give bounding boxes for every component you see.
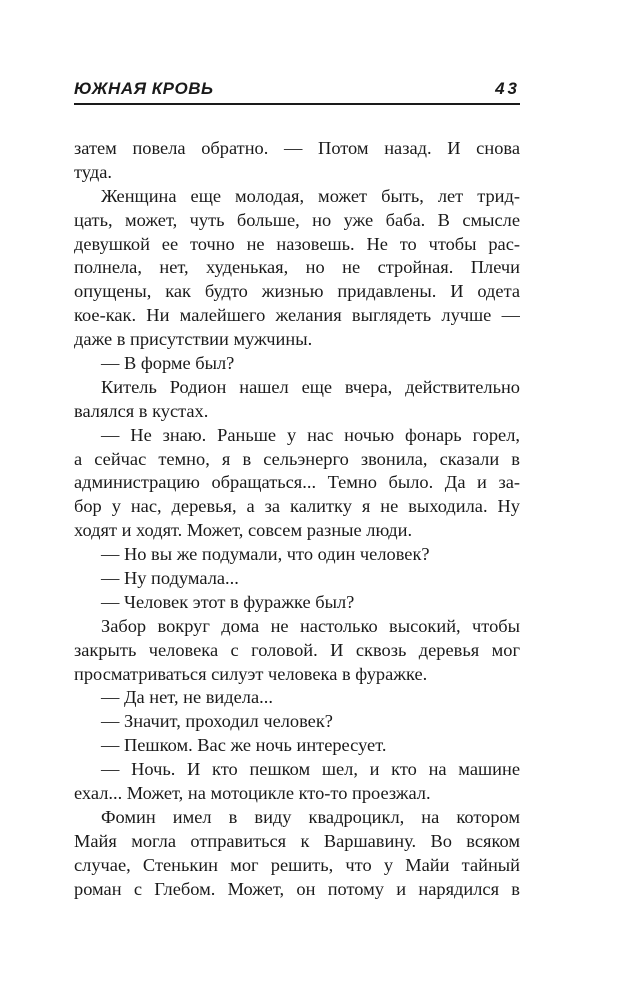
text-line: ходят и ходят. Может, совсем разные люди.: [74, 520, 413, 541]
text-line: — Ну подумала...: [101, 568, 239, 589]
text-line: затем повела обратно. — Потом назад. И снова: [74, 138, 520, 158]
book-title: ЮЖНАЯ КРОВЬ: [74, 79, 214, 98]
text-line: просматриваться силуэт человека в фуражке.: [74, 663, 428, 684]
text-line: — Человек этот в фуражке был?: [101, 591, 355, 612]
text-line: администрацию обращаться... Темно было. Да и за-: [74, 472, 520, 493]
text-line: девушкой ее точно не назовешь. Не то чтобы рас-: [74, 233, 520, 254]
body-text: [74, 137, 520, 902]
text-line: — Да нет, не видела...: [101, 687, 273, 708]
text-line: цать, может, чуть больше, но уже баба. В смысле: [74, 209, 520, 230]
text-line: — Значит, проходил человек?: [101, 711, 333, 732]
text-line: случае, Стенькин мог решить, что у Майи тайный: [74, 854, 520, 875]
text-line: — Но вы же подумали, что один человек?: [101, 544, 430, 565]
text-line: — Ночь. И кто пешком шел, и кто на машине: [101, 759, 520, 780]
text-line: ехал... Может, на мотоцикле кто-то проезжал.: [74, 783, 431, 804]
text-line: — В форме был?: [101, 353, 235, 374]
text-line: Фомин имел в виду квадроцикл, на котором: [101, 806, 520, 827]
text-line: Женщина еще молодая, может быть, лет трид-: [101, 185, 520, 206]
text-line: туда.: [74, 161, 112, 182]
text-line: закрыть человека с головой. И сквозь деревья мог: [74, 639, 520, 660]
text-line: полнела, нет, худенькая, но не стройная. Плечи: [74, 257, 520, 278]
text-line: роман с Глебом. Может, он потому и нарядился в: [74, 878, 520, 899]
text-line: — Не знаю. Раньше у нас ночью фонарь горел,: [101, 424, 520, 445]
text-line: Майя могла отправиться к Варшавину. Во всяком: [74, 830, 520, 851]
text-line: а сейчас темно, я в сельэнерго звонила, сказали в: [74, 448, 520, 469]
text-line: кое-как. Ни малейшего желания выглядеть лучше —: [74, 305, 520, 326]
text-line: валялся в кустах.: [74, 400, 209, 421]
text-line: опущены, как будто жизнью придавлены. И одета: [74, 281, 520, 302]
page-number: 43: [495, 79, 520, 98]
text-line: даже в присутствии мужчины.: [74, 329, 313, 350]
text-line: бор у нас, деревья, а за калитку я не выходила. Ну: [74, 496, 520, 517]
text-line: Забор вокруг дома не настолько высокий, чтобы: [101, 615, 520, 636]
text-line: — Пешком. Вас же ночь интересует.: [101, 735, 387, 756]
text-line: Китель Родион нашел еще вчера, действительно: [101, 376, 520, 397]
running-head: [74, 79, 520, 105]
